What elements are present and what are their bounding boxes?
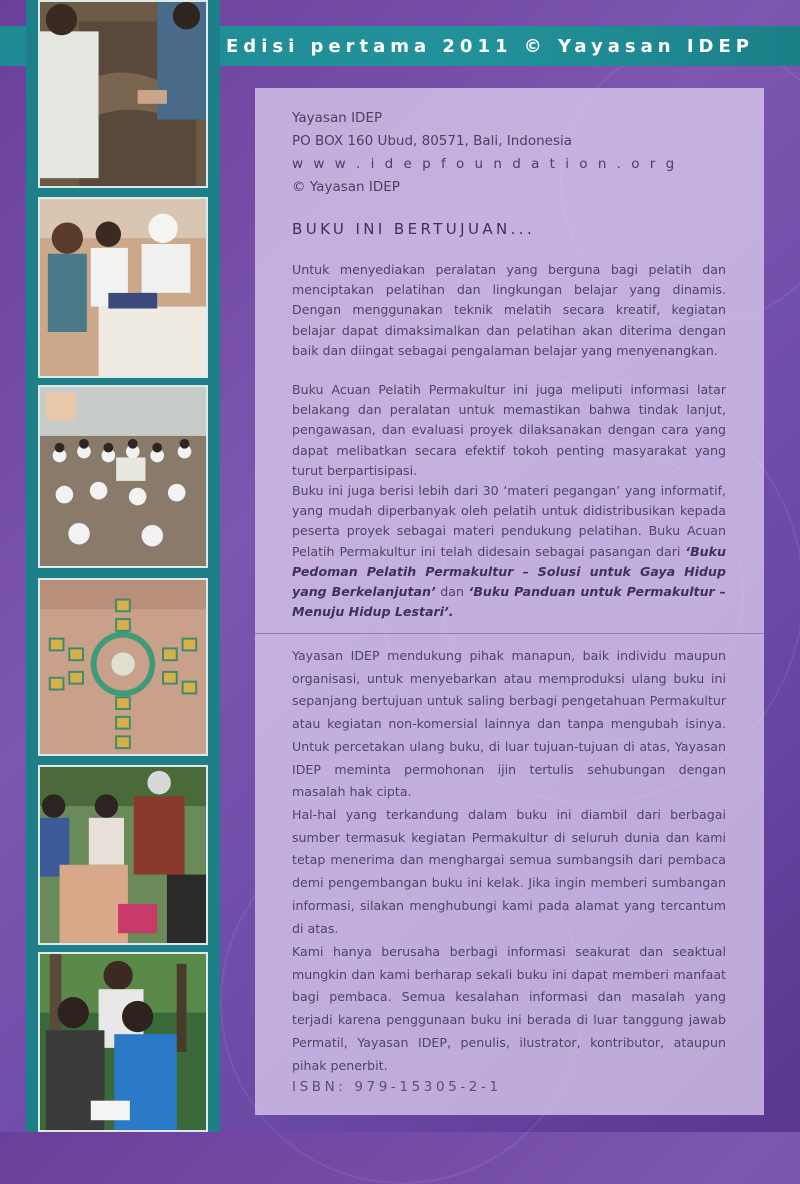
book-title-pedoman: ‘Buku Pedoman Pelatih Permakultur – Solusi untuk Gaya Hidup yang Berkelanjutan’ <box>292 543 726 600</box>
photo-outdoor-training <box>38 952 208 1132</box>
legal-paragraph-3: Kami hanya berusaha berbagi informasi seakurat dan seaktual mungkin dan kami berharap sekali buku ini dapat memberi manfaat bagi pembaca. Semua kesalahan informasi dan masalah yang terjadi karena penggunaan buku ini berada di luar tanggung jawab Permatil, Yayasan IDEP, penulis, ilustrator, kontributor, ataupun pihak penerbit. <box>292 944 726 1073</box>
purpose-heading: BUKU INI BERTUJUAN... <box>292 220 536 238</box>
publisher-website: w w w . i d e p f o u n d a t i o n . o r g <box>292 156 678 172</box>
isbn: ISBN: 979-15305-2-1 <box>292 1079 502 1095</box>
legal-paragraph-1: Yayasan IDEP mendukung pihak manapun, baik individu maupun organisasi, untuk menyebarkan atau memproduksi ulang buku ini sepanjang bertujuan untuk saling berbagi pengetahuan Permakultur atau kegiatan non-komersial lainnya dan tanpa mengubah isinya. Untuk percetakan ulang buku, di luar tujuan-tujuan di atas, Yayasan IDEP meminta permohonan ijin tertulis sehubungan dengan masalah hak cipta. <box>292 648 726 800</box>
purpose-paragraph-1: Untuk menyediakan peralatan yang berguna bagi pelatih dan menciptakan pelatihan dan lingkungan belajar yang dinamis. Dengan menggunakan teknik melatih secara kreatif, kegiatan belajar dapat dimaksimalkan dan pelatihan akan diterima dengan baik dan diingat sebagai pengalaman belajar yang menyenangkan. <box>292 262 726 358</box>
photo-classroom <box>38 385 208 568</box>
photo-gardening <box>38 0 208 188</box>
panel-divider <box>255 633 764 634</box>
publisher-address: PO BOX 160 Ubud, 80571, Bali, Indonesia <box>292 133 573 149</box>
legal-paragraph-2: Hal-hal yang terkandung dalam buku ini diambil dari berbagai sumber termasuk kegiatan Permakultur di seluruh dunia dan kami tetap menerima dan menghargai semua sumbangsih dari pembaca demi pengembangan buku ini kelak. Jika ingin memberi sumbangan informasi, silakan menghubungi kami pada alamat yang tercantum di atas. <box>292 807 726 936</box>
edition-title: Edisi pertama 2011 © Yayasan IDEP <box>226 35 754 57</box>
book-title-panduan: ‘Buku Panduan untuk Permakultur – Menuju Hidup Lestari’. <box>292 584 726 620</box>
copyright-line: © Yayasan IDEP <box>292 179 400 195</box>
purpose-paragraph-2: Buku Acuan Pelatih Permakultur ini juga meliputi informasi latar belakang dan peralatan untuk memastikan bahwa tindak lanjut, pengawasan, dan evaluasi proyek dilaksanakan dengan cara yang dapat melibatkan secara efektif tokoh penting masyarakat yang turut berpartisipasi. <box>292 382 726 478</box>
purpose-paragraph-3 <box>292 481 726 622</box>
paragraph-text: dan <box>435 584 469 600</box>
photo-workshop-group <box>38 197 208 378</box>
photo-card-circle <box>38 578 208 756</box>
publisher-name: Yayasan IDEP <box>292 110 383 126</box>
paragraph-text: Buku ini juga berisi lebih dari 30 ‘materi pegangan’ yang informatif, yang mudah diperbanyak oleh pelatih untuk didistribusikan kepada peserta proyek sebagai materi pendukung pelatihan. Buku Acuan Pelatih Permakultur ini telah didesain sebagai pasangan dari <box>292 483 726 559</box>
photo-group-activity <box>38 765 208 945</box>
